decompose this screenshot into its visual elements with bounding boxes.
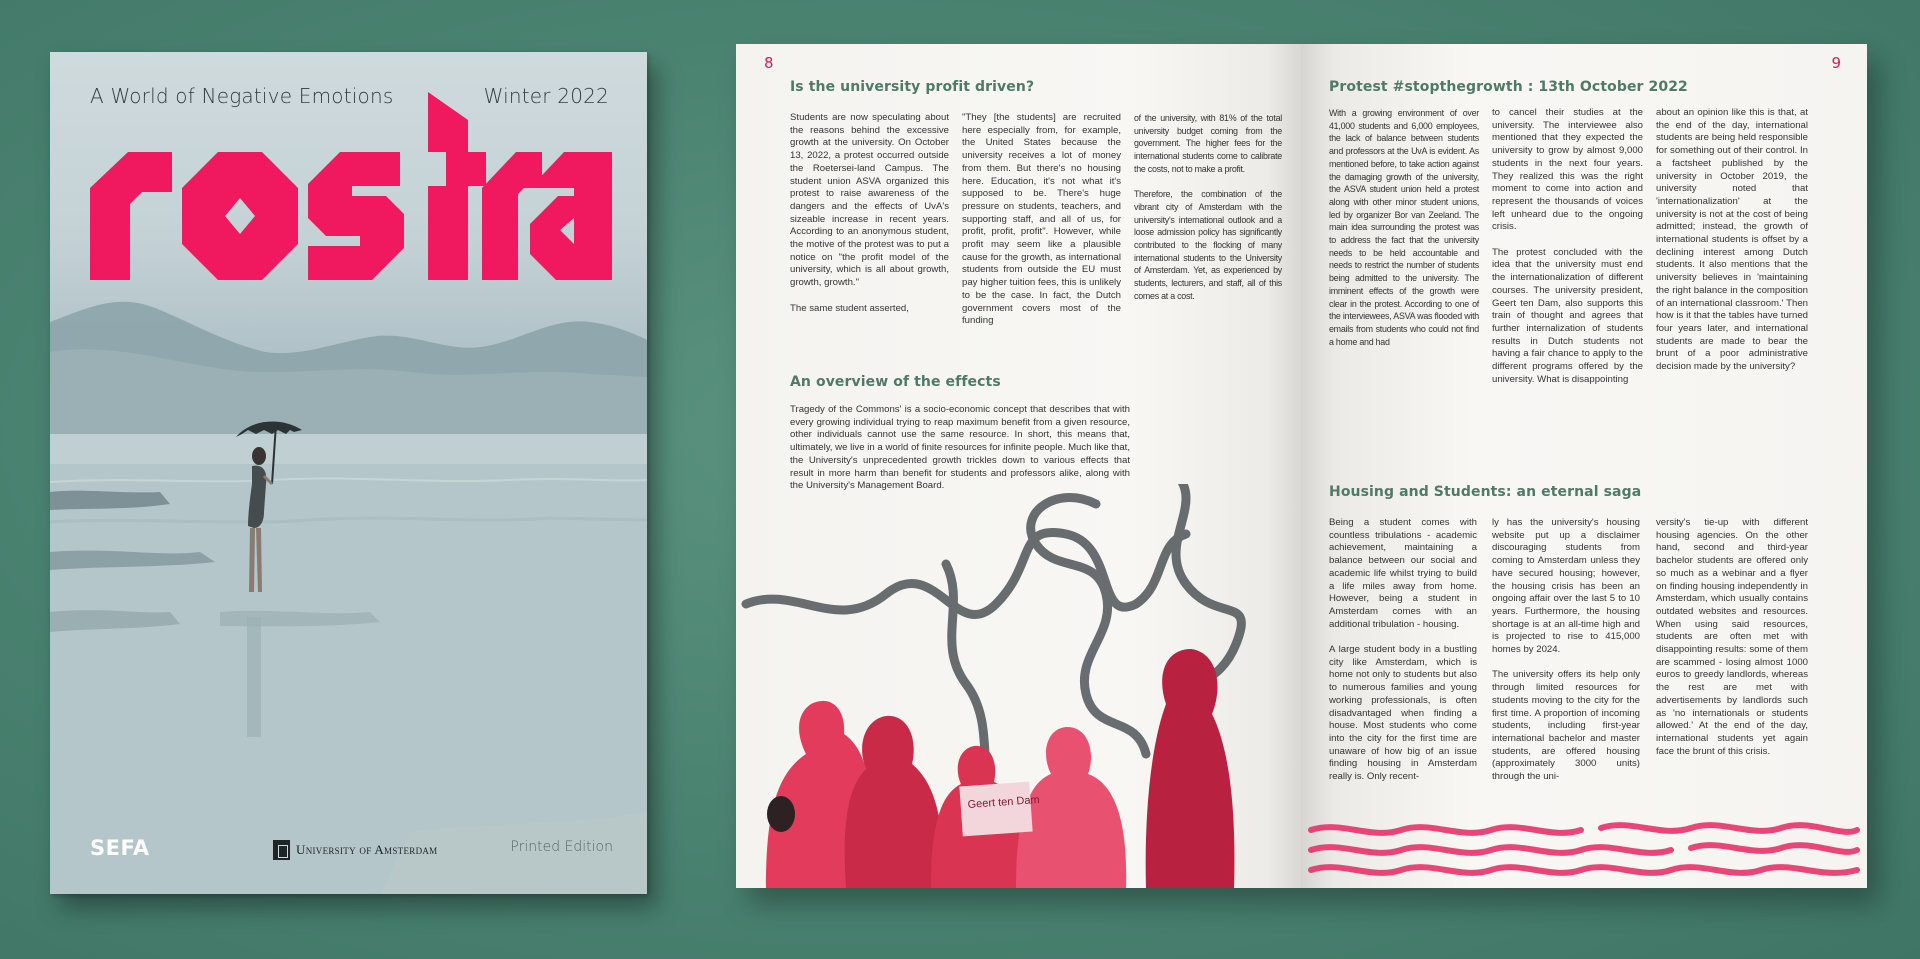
heading-protest: Protest #stopthegrowth : 13th October 2022 — [1329, 79, 1688, 95]
profit-column-2 — [962, 112, 1121, 341]
protest-sign-text: Geert ten Dam — [967, 793, 1041, 811]
paragraph: Students are now speculating about the reasons behind the excessive growth at the university. On October 13, 2022, a protest occurred outside the Roetersei-land Campus. The student union ASVA organized this protest to raise awareness of the dangers and the effects of UvA's sizeable increase in recent years. According to an anonymous student, the motive of the protest was to put a notice on "the profit model of the university, which is all about growth, growth, growth." — [790, 112, 949, 289]
pink-wave-decoration — [1301, 816, 1867, 888]
protesters — [766, 649, 1234, 888]
paragraph: ly has the university's housing website put up a disclaimer discouraging students from coming to Amsterdam unless they have secured housing; however, the housing crisis has been an ongoing affair over the last 5 to 10 years. Furthermore, the housing shortage is at an all-time high and is projected to rise to 415,000 homes by 2024. — [1492, 517, 1640, 656]
protest-column-3 — [1656, 107, 1808, 386]
paragraph: A large student body in a bustling city like Amsterdam, which is home not only to students but also to numerous families and young working professionals, is often disadvantaged when finding a house. Most students who come into the city for the first time are unaware of how big of an issue finding housing in Amsterdam really is. Only recent- — [1329, 644, 1477, 783]
paragraph: The university offers its help only through limited resources for students moving to the city for the first time. A proportion of incoming students, including first-year international bachelor and master students, are offered housing (approximately 3000 units) through the uni- — [1492, 669, 1640, 783]
paragraph: versity's tie-up with different housing agencies. On the other hand, second and third-year bachelor students are offered only so much as a webinar and a flyer on finding housing independently in Amsterdam, which usually contains outdated websites and resources. When using said resources, students are often met with disappointing results: some of them are scammed - losing almost 1000 euros to greedy landlords, whereas the rest are met with advertisements by landlords such as 'no internationals or students allowed.' At the end of the day, international students yet again face the brunt of this crisis. — [1656, 517, 1808, 757]
page-8 — [736, 44, 1301, 888]
rostra-logo — [90, 92, 612, 332]
magazine-cover — [50, 52, 647, 894]
paragraph: Therefore, the combination of the vibrant city of Amsterdam with the university's international outlook and a loose admission policy has significantly contributed to the flocking of many international students to the University of Amsterdam. Yet, as experienced by students, lecturers, and staff, all of this comes at a cost. — [1134, 189, 1282, 301]
paragraph: Being a student comes with countless tribulations - academic achievement, maintaining a balance between our social and academic life whilst trying to build a life miles away from home. However, being a student in Amsterdam comes with an additional tribulation - housing. — [1329, 517, 1477, 630]
profit-column-1 — [790, 112, 949, 328]
paragraph: to cancel their studies at the university. The interviewee also mentioned that they expected the university to grow by almost 9,000 students in the next four years. They realized this was the right moment to come into action and represent the thousands of voices left unheard due to the ongoing crisis. — [1492, 107, 1643, 233]
protest-photo — [736, 484, 1301, 888]
paragraph: "They [the students] are recruited here especially from, for example, the United States because the university receives a lot of money from them. But there's no housing here. Education, it's not what it's supposed to be. There's huge pressure on students, teachers, and supporting staff, and all of us, for profit, profit, profit". However, while profit may seem like a plausible cause for the growth, as international students from outside the EU must pay higher tuition fees, this is unlikely to be the case. In fact, the Dutch government covers most of the funding — [962, 112, 1121, 327]
uva-logo — [273, 840, 437, 860]
housing-column-1 — [1329, 517, 1477, 796]
cover-subtitle: A World of Negative Emotions — [90, 84, 394, 108]
page-number-left: 8 — [764, 54, 774, 72]
paragraph: The protest concluded with the idea that the university must end the internationalization of different courses. The university president, Geert ten Dam, also supports this train of thought and agrees that further internalization of students results in Dutch students not having a fair chance to apply to the different programs offered by the university. What is disappointing — [1492, 246, 1643, 385]
protest-column-2 — [1492, 107, 1643, 399]
sefa-logo: SEFA — [90, 836, 150, 860]
paragraph: about an opinion like this is that, at the end of the day, international students are being held responsible for something out of their control. In a factsheet published by the university in October 2019, the university noted that 'internationalization' at the university is not at the cost of being admitted; instead, the growth of international students is offset by a declining interest among Dutch students. It also mentions that the university believes in 'maintaining the right balance in the composition of an international classroom.' Then how is it that the tables have turned four years later, and international students are made to bear the brunt of a poor administrative decision made by the university? — [1656, 107, 1808, 373]
profit-column-3 — [1134, 112, 1282, 315]
housing-column-2 — [1492, 517, 1640, 796]
paragraph: of the university, with 81% of the total university budget coming from the government. The higher fees for the international students come to calibrate the costs, not to make a profit. — [1134, 113, 1282, 174]
heading-profit-driven: Is the university profit driven? — [790, 79, 1035, 95]
heading-overview-effects: An overview of the effects — [790, 374, 1001, 390]
page-number-right: 9 — [1831, 54, 1841, 72]
uva-crest-icon — [273, 840, 290, 860]
page-9 — [1301, 44, 1867, 888]
heading-housing: Housing and Students: an eternal saga — [1329, 484, 1642, 500]
paragraph: The same student asserted, — [790, 302, 909, 314]
edition-label: Printed Edition — [510, 839, 613, 855]
protest-column-1 — [1329, 107, 1479, 361]
cover-season: Winter 2022 — [483, 84, 609, 108]
paragraph: With a growing environment of over 41,000 students and 6,000 employees, the lack of balance between students and professors at the UvA is evident. As mentioned before, to take action against the damaging growth of the university, the ASVA student union held a protest along with other minor student unions, led by organizer Bor van Zeeland. The main idea surrounding the protest was to address the fact that the university needs to be held accountable and needs to restrict the number of students being admitted to the university. The imminent effects of the growth were clear in the protest. According to one of the interviewees, ASVA was flooded with emails from students who could not find a home and had — [1329, 108, 1479, 347]
magazine-spread — [736, 44, 1867, 888]
housing-column-3 — [1656, 517, 1808, 771]
uva-name: University of Amsterdam — [296, 842, 438, 857]
paragraph: Tragedy of the Commons' is a socio-economic concept that describes that with every growing individual trying to reap maximum benefit from a given resource, other individuals cannot use the same resource. In short, this means that, ultimately, we live in a world of finite resources for infinite people. Much like that, the University's unprecedented growth trickles down to various effects that result in more harm than benefit for students and professors alike, along with the University's Management Board. — [790, 404, 1130, 492]
